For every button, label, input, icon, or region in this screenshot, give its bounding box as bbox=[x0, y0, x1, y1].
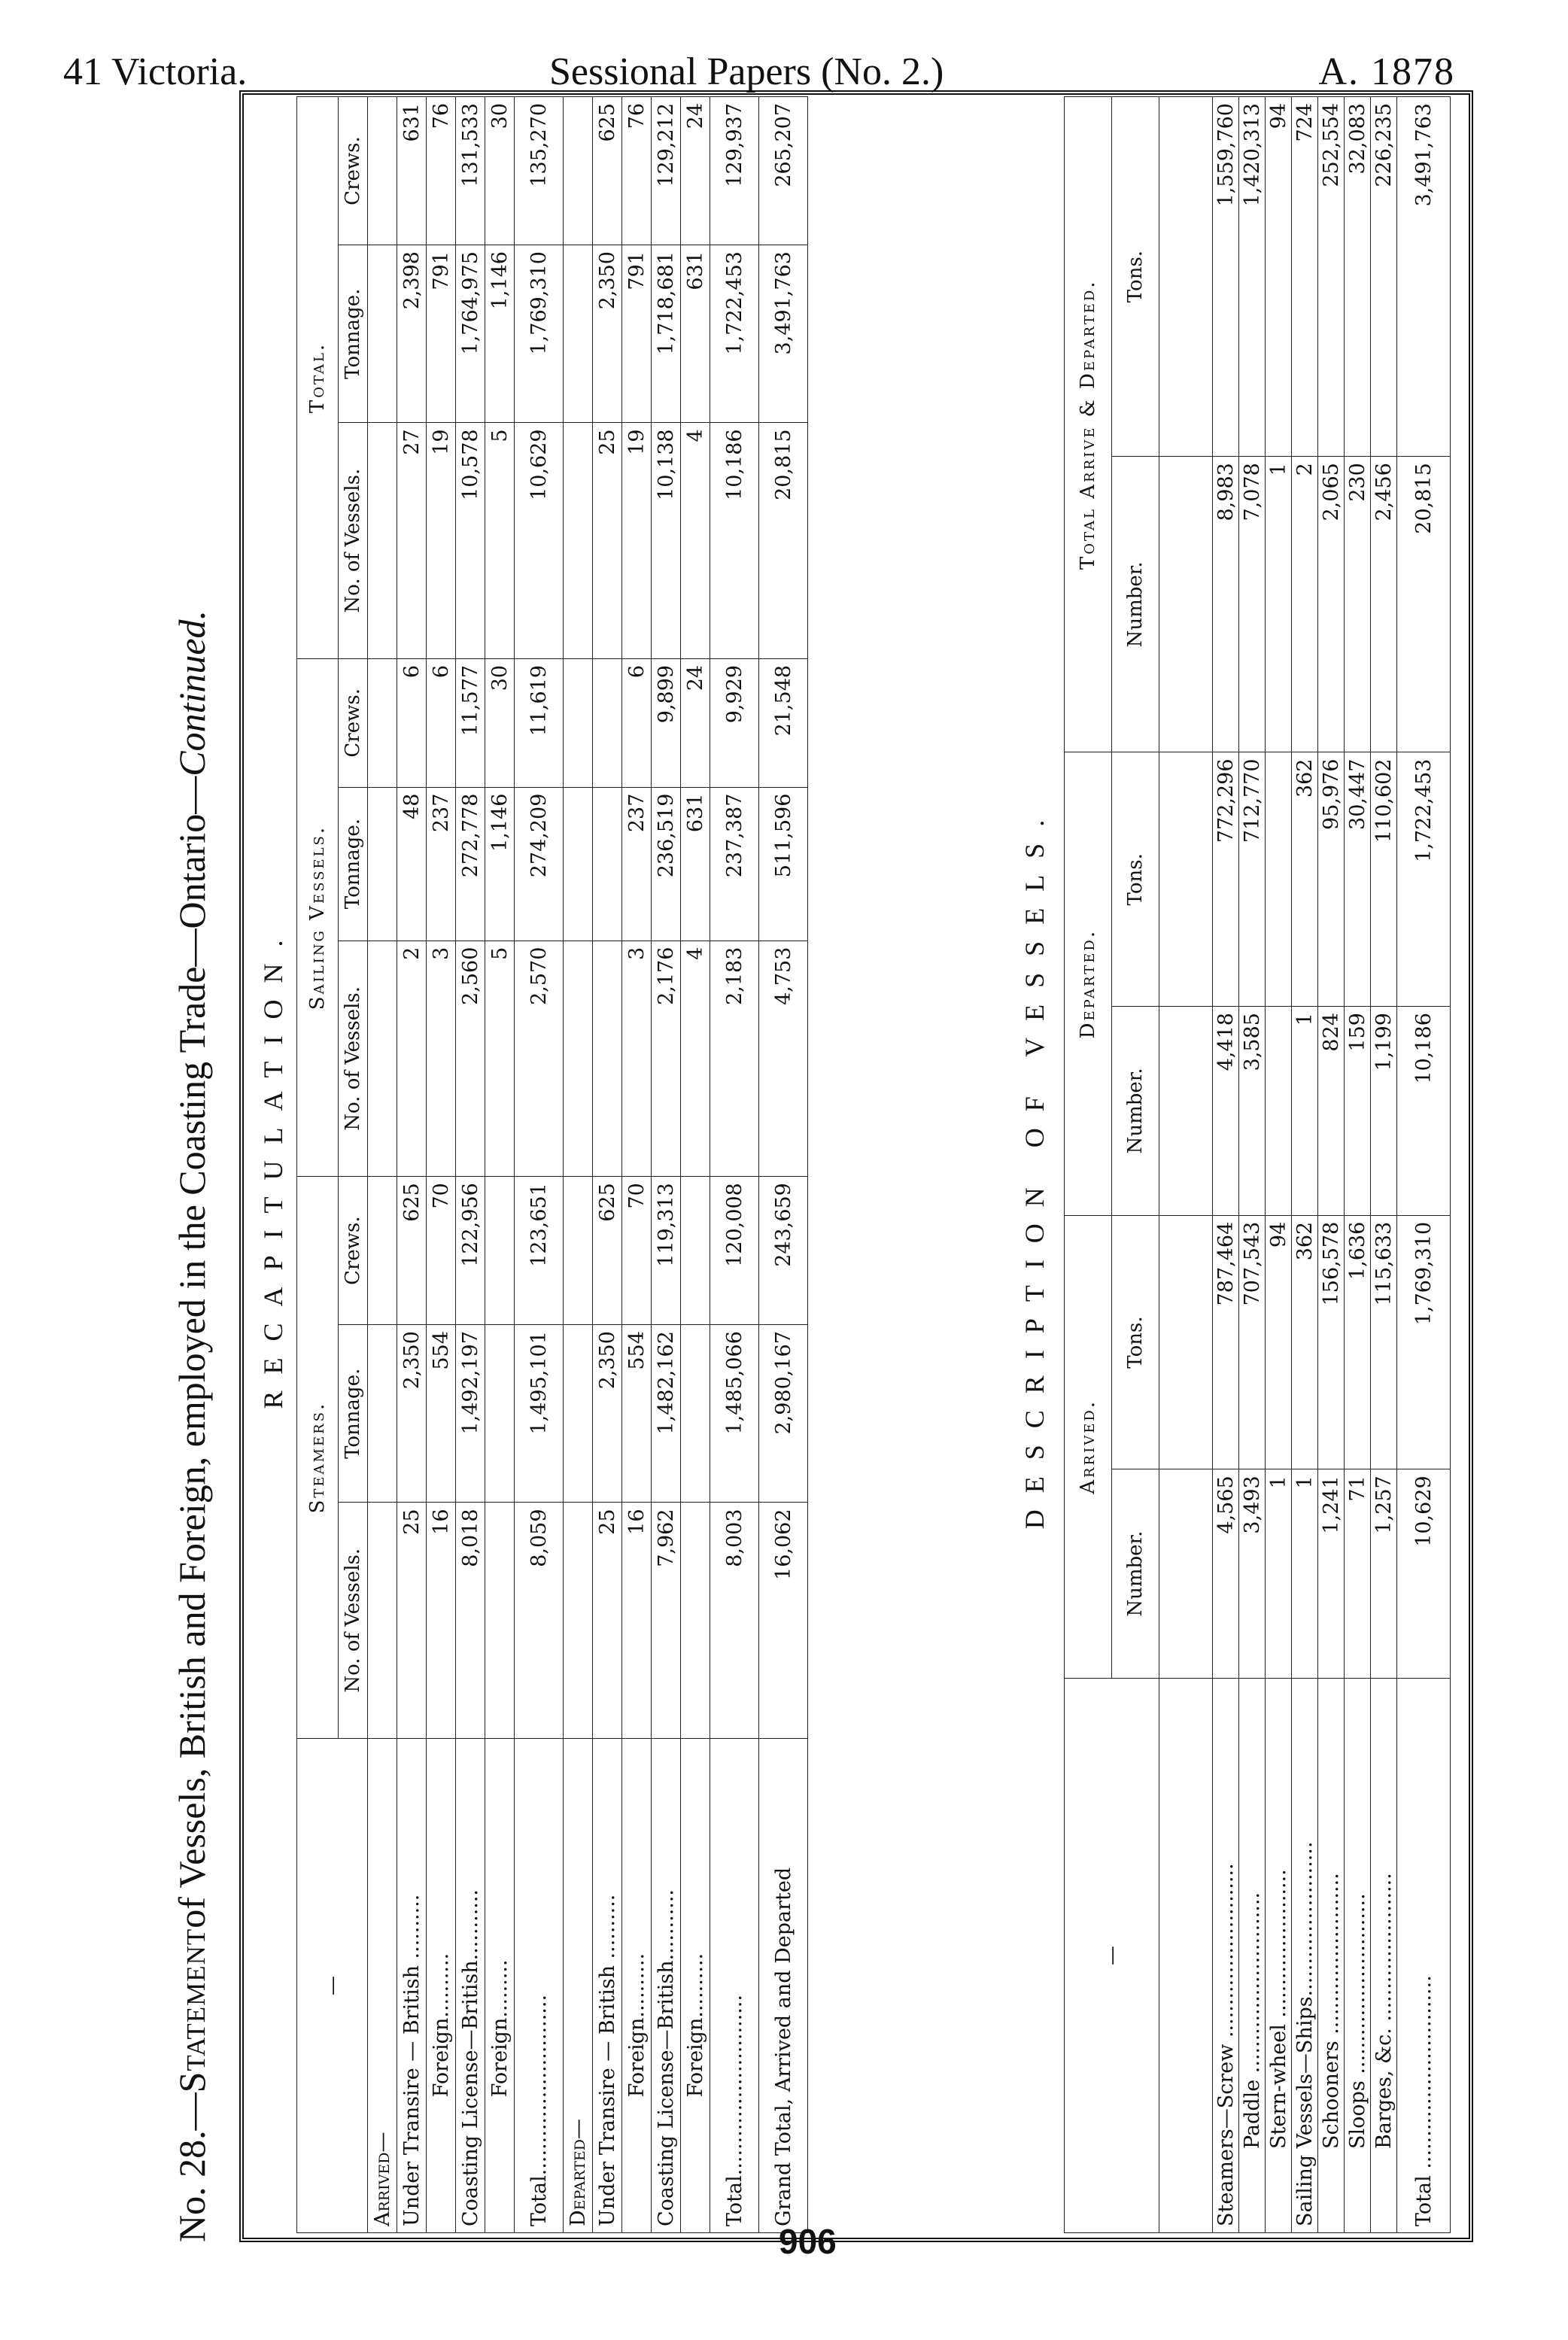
row-label: Barges, &c. ....................... bbox=[1371, 1679, 1397, 2233]
table-cell: 2,350 bbox=[593, 1325, 622, 1503]
table-cell: 20,815 bbox=[1397, 457, 1451, 752]
heading-text: of Vessels, British and Foreign, employed in the Coasting Trade—Ontario— bbox=[171, 776, 213, 1928]
table-cell: 625 bbox=[593, 1177, 622, 1325]
table-cell: 1,559,760 bbox=[1213, 97, 1239, 457]
table-cell bbox=[1266, 1007, 1292, 1216]
row-label: Foreign.......... bbox=[681, 1739, 710, 2233]
table-cell: 10,629 bbox=[515, 423, 564, 659]
col-tonnage: Tonnage. bbox=[339, 787, 368, 941]
table-cell: 2,980,167 bbox=[759, 1325, 808, 1503]
table-cell: 115,633 bbox=[1371, 1215, 1397, 1469]
table-cell: 129,212 bbox=[652, 97, 681, 245]
running-head-center: Sessional Papers (No. 2.) bbox=[549, 50, 944, 93]
col-number: Number. bbox=[1112, 457, 1159, 752]
spacer-row bbox=[1159, 97, 1213, 2233]
table-cell: 1,146 bbox=[485, 787, 515, 941]
group-sailing-vessels: Sailing Vessels. bbox=[297, 658, 339, 1176]
table-cell: 511,596 bbox=[759, 787, 808, 941]
table-cell: 8,059 bbox=[515, 1503, 564, 1739]
table-cell: 1,722,453 bbox=[710, 245, 759, 423]
table-cell: 631 bbox=[397, 97, 427, 245]
row-label: Schooners ......................... bbox=[1318, 1679, 1345, 2233]
table-row bbox=[456, 97, 485, 2233]
table-cell: 3 bbox=[427, 941, 456, 1177]
table-cell: 122,956 bbox=[456, 1177, 485, 1325]
table-row bbox=[593, 97, 622, 2233]
section-label-row bbox=[564, 97, 593, 2233]
table-cell: 71 bbox=[1345, 1469, 1371, 1679]
recap-departed-total bbox=[710, 97, 759, 2233]
group-departed: Departed. bbox=[1065, 752, 1112, 1215]
table-cell: 10,629 bbox=[1397, 1469, 1451, 1679]
table-cell: 3,493 bbox=[1239, 1469, 1266, 1679]
table-cell: 1 bbox=[1292, 1007, 1318, 1216]
table-cell: 1,722,453 bbox=[1397, 752, 1451, 1007]
table-cell: 135,270 bbox=[515, 97, 564, 245]
table-cell: 631 bbox=[681, 787, 710, 941]
table-cell: 1,769,310 bbox=[1397, 1215, 1451, 1469]
description-rows bbox=[1213, 97, 1451, 2233]
table-cell: 237,387 bbox=[710, 787, 759, 941]
table-cell: 5 bbox=[485, 941, 515, 1177]
arrived-label: Arrived— bbox=[368, 1739, 397, 2233]
recap-arrived-rows bbox=[397, 97, 515, 2233]
recap-arrived-total bbox=[515, 97, 564, 2233]
table-row bbox=[1292, 97, 1318, 2233]
table-cell: 76 bbox=[622, 97, 652, 245]
col-tons: Tons. bbox=[1112, 97, 1159, 457]
table-cell: 2,398 bbox=[397, 245, 427, 423]
table-cell: 272,778 bbox=[456, 787, 485, 941]
table-cell: 1,199 bbox=[1371, 1007, 1397, 1216]
table-cell: 70 bbox=[622, 1177, 652, 1325]
table-cell bbox=[485, 1325, 515, 1503]
total-row bbox=[710, 97, 759, 2233]
table-row bbox=[1266, 97, 1292, 2233]
table-cell: 226,235 bbox=[1371, 97, 1397, 457]
recap-departed-rows bbox=[593, 97, 710, 2233]
description-table bbox=[1064, 96, 1451, 2233]
table-cell: 20,815 bbox=[759, 423, 808, 659]
heading-prefix: No. 28.— bbox=[171, 2092, 213, 2242]
table-cell: 8,983 bbox=[1213, 457, 1239, 752]
table-cell: 94 bbox=[1266, 97, 1292, 457]
col-no-of-vessels: No. of Vessels. bbox=[339, 941, 368, 1177]
table-cell: 3,491,763 bbox=[1397, 97, 1451, 457]
table-cell: 1 bbox=[1266, 1469, 1292, 1679]
col-tonnage: Tonnage. bbox=[339, 245, 368, 423]
table-row bbox=[1371, 97, 1397, 2233]
table-cell: 16,062 bbox=[759, 1503, 808, 1739]
table-cell: 2,456 bbox=[1371, 457, 1397, 752]
table-cell: 1,769,310 bbox=[515, 245, 564, 423]
row-label: Foreign.......... bbox=[622, 1739, 652, 2233]
section-label-row bbox=[368, 97, 397, 2233]
row-label: Coasting License—British........... bbox=[456, 1739, 485, 2233]
table-cell: 2,176 bbox=[652, 941, 681, 1177]
table-cell: 11,619 bbox=[515, 658, 564, 787]
table-cell: 6 bbox=[397, 658, 427, 787]
table-cell: 1,764,975 bbox=[456, 245, 485, 423]
table-cell: 631 bbox=[681, 245, 710, 423]
table-row bbox=[485, 97, 515, 2233]
table-cell: 2,065 bbox=[1318, 457, 1345, 752]
table-cell: 1,636 bbox=[1345, 1215, 1371, 1469]
table-cell: 7,078 bbox=[1239, 457, 1266, 752]
recapitulation-heading: RECAPITULATION. bbox=[258, 923, 288, 1409]
col-crews: Crews. bbox=[339, 97, 368, 245]
table-cell: 1,257 bbox=[1371, 1469, 1397, 1679]
col-tons: Tons. bbox=[1112, 752, 1159, 1007]
table-cell: 707,543 bbox=[1239, 1215, 1266, 1469]
table-cell: 9,929 bbox=[710, 658, 759, 787]
table-cell: 625 bbox=[593, 97, 622, 245]
table-cell: 1,241 bbox=[1318, 1469, 1345, 1679]
recap-stub-head: — bbox=[297, 1739, 368, 2233]
row-label: Total............................ bbox=[515, 1739, 564, 2233]
table-cell: 94 bbox=[1266, 1215, 1292, 1469]
table-row bbox=[681, 97, 710, 2233]
table-cell: 2,350 bbox=[593, 245, 622, 423]
table-cell: 1,718,681 bbox=[652, 245, 681, 423]
running-head-left: 41 Victoria. bbox=[63, 50, 248, 93]
table-cell: 236,519 bbox=[652, 787, 681, 941]
table-cell: 4 bbox=[681, 423, 710, 659]
table-cell: 25 bbox=[593, 1503, 622, 1739]
table-cell: 252,554 bbox=[1318, 97, 1345, 457]
table-cell: 10,186 bbox=[710, 423, 759, 659]
table-cell: 123,651 bbox=[515, 1177, 564, 1325]
table-cell: 156,578 bbox=[1318, 1215, 1345, 1469]
recap-grand-total bbox=[759, 97, 808, 2233]
table-cell: 76 bbox=[427, 97, 456, 245]
table-cell bbox=[485, 1177, 515, 1325]
row-label: Foreign.......... bbox=[427, 1739, 456, 2233]
table-cell: 2,183 bbox=[710, 941, 759, 1177]
description-heading: DESCRIPTION OF VESSELS. bbox=[1020, 803, 1050, 1530]
table-cell: 554 bbox=[427, 1325, 456, 1503]
col-crews: Crews. bbox=[339, 658, 368, 787]
row-label: Grand Total, Arrived and Departed bbox=[759, 1739, 808, 2233]
table-row bbox=[1345, 97, 1371, 2233]
table-cell: 1,146 bbox=[485, 245, 515, 423]
row-label: Steamers—Screw ........................... bbox=[1213, 1679, 1239, 2233]
col-tons: Tons. bbox=[1112, 1215, 1159, 1469]
table-cell: 120,008 bbox=[710, 1177, 759, 1325]
table-cell: 1,492,197 bbox=[456, 1325, 485, 1503]
table-cell: 724 bbox=[1292, 97, 1318, 457]
table-cell: 30,447 bbox=[1345, 752, 1371, 1007]
table-cell bbox=[681, 1325, 710, 1503]
col-crews: Crews. bbox=[339, 1177, 368, 1325]
table-frame bbox=[239, 90, 1473, 2242]
table-cell: 362 bbox=[1292, 752, 1318, 1007]
total-row bbox=[1397, 97, 1451, 2233]
table-cell: 1,482,162 bbox=[652, 1325, 681, 1503]
col-number: Number. bbox=[1112, 1469, 1159, 1679]
table-cell: 787,464 bbox=[1213, 1215, 1239, 1469]
table-cell: 7,962 bbox=[652, 1503, 681, 1739]
table-cell: 16 bbox=[427, 1503, 456, 1739]
table-row bbox=[622, 97, 652, 2233]
row-label: Stern-wheel ....................... bbox=[1266, 1679, 1292, 2233]
row-label: Foreign......... bbox=[485, 1739, 515, 2233]
rotated-table-block bbox=[150, 75, 1475, 2257]
table-cell: 712,770 bbox=[1239, 752, 1266, 1007]
row-label: Total............................ bbox=[710, 1739, 759, 2233]
col-number: Number. bbox=[1112, 1007, 1159, 1216]
table-cell: 110,602 bbox=[1371, 752, 1397, 1007]
table-cell bbox=[1266, 752, 1292, 1007]
table-cell: 265,207 bbox=[759, 97, 808, 245]
group-arrived: Arrived. bbox=[1065, 1215, 1112, 1678]
table-cell: 32,083 bbox=[1345, 97, 1371, 457]
table-cell: 6 bbox=[622, 658, 652, 787]
table-cell: 6 bbox=[427, 658, 456, 787]
table-cell: 95,976 bbox=[1318, 752, 1345, 1007]
col-no-of-vessels: No. of Vessels. bbox=[339, 1503, 368, 1739]
table-cell: 4,753 bbox=[759, 941, 808, 1177]
table-cell: 8,018 bbox=[456, 1503, 485, 1739]
table-cell: 362 bbox=[1292, 1215, 1318, 1469]
total-row bbox=[759, 97, 808, 2233]
table-cell: 1,420,313 bbox=[1239, 97, 1266, 457]
table-cell: 791 bbox=[622, 245, 652, 423]
desc-stub-head: — bbox=[1065, 1679, 1159, 2233]
table-cell: 1 bbox=[1266, 457, 1292, 752]
table-row bbox=[427, 97, 456, 2233]
table-cell: 791 bbox=[427, 245, 456, 423]
table-cell: 4 bbox=[681, 941, 710, 1177]
table-cell: 70 bbox=[427, 1177, 456, 1325]
table-cell: 2,560 bbox=[456, 941, 485, 1177]
row-label: Paddle ............................ bbox=[1239, 1679, 1266, 2233]
table-cell: 237 bbox=[427, 787, 456, 941]
table-cell: 274,209 bbox=[515, 787, 564, 941]
table-row bbox=[1318, 97, 1345, 2233]
table-cell: 10,138 bbox=[652, 423, 681, 659]
table-heading bbox=[150, 75, 233, 2257]
table-cell: 27 bbox=[397, 423, 427, 659]
group-steamers: Steamers. bbox=[297, 1177, 339, 1739]
table-cell bbox=[593, 787, 622, 941]
table-cell: 237 bbox=[622, 787, 652, 941]
table-cell: 1,495,101 bbox=[515, 1325, 564, 1503]
heading-statement: Statement bbox=[171, 1928, 213, 2093]
row-label: Sailing Vessels—Ships........................ bbox=[1292, 1679, 1318, 2233]
table-cell: 48 bbox=[397, 787, 427, 941]
table-cell bbox=[485, 1503, 515, 1739]
table-row bbox=[1239, 97, 1266, 2233]
table-cell: 1 bbox=[1292, 1469, 1318, 1679]
row-label: Sloops ............................ bbox=[1345, 1679, 1371, 2233]
table-row bbox=[652, 97, 681, 2233]
table-cell: 159 bbox=[1345, 1007, 1371, 1216]
table-cell: 24 bbox=[681, 97, 710, 245]
table-cell: 16 bbox=[622, 1503, 652, 1739]
table-cell: 10,578 bbox=[456, 423, 485, 659]
heading-continued: Continued. bbox=[171, 609, 213, 776]
table-cell: 24 bbox=[681, 658, 710, 787]
table-cell: 824 bbox=[1318, 1007, 1345, 1216]
row-label: Under Transire — British .......... bbox=[397, 1739, 427, 2233]
row-label: Total .............................. bbox=[1397, 1679, 1451, 2233]
col-tonnage: Tonnage. bbox=[339, 1325, 368, 1503]
table-cell: 19 bbox=[622, 423, 652, 659]
table-cell: 2,570 bbox=[515, 941, 564, 1177]
table-row bbox=[397, 97, 427, 2233]
table-cell: 25 bbox=[397, 1503, 427, 1739]
recapitulation-table bbox=[296, 96, 808, 2233]
table-cell: 554 bbox=[622, 1325, 652, 1503]
table-cell: 230 bbox=[1345, 457, 1371, 752]
table-cell bbox=[681, 1177, 710, 1325]
group-total-arrived-departed: Total Arrive & Departed. bbox=[1065, 97, 1112, 753]
table-cell: 21,548 bbox=[759, 658, 808, 787]
table-cell: 30 bbox=[485, 97, 515, 245]
table-cell: 772,296 bbox=[1213, 752, 1239, 1007]
table-cell: 10,186 bbox=[1397, 1007, 1451, 1216]
table-cell: 5 bbox=[485, 423, 515, 659]
table-cell: 9,899 bbox=[652, 658, 681, 787]
table-cell: 8,003 bbox=[710, 1503, 759, 1739]
col-no-of-vessels: No. of Vessels. bbox=[339, 423, 368, 659]
table-cell: 1,485,066 bbox=[710, 1325, 759, 1503]
table-cell: 3,585 bbox=[1239, 1007, 1266, 1216]
table-cell: 625 bbox=[397, 1177, 427, 1325]
table-cell: 131,533 bbox=[456, 97, 485, 245]
table-cell bbox=[593, 658, 622, 787]
table-cell: 2,350 bbox=[397, 1325, 427, 1503]
table-cell: 19 bbox=[427, 423, 456, 659]
running-head-right: A. 1878 bbox=[1318, 50, 1455, 93]
table-cell: 4,565 bbox=[1213, 1469, 1239, 1679]
group-total: Total. bbox=[297, 97, 339, 659]
table-cell: 129,937 bbox=[710, 97, 759, 245]
table-cell: 25 bbox=[593, 423, 622, 659]
total-row bbox=[515, 97, 564, 2233]
table-cell: 30 bbox=[485, 658, 515, 787]
table-cell: 119,313 bbox=[652, 1177, 681, 1325]
table-cell: 3 bbox=[622, 941, 652, 1177]
table-cell: 11,577 bbox=[456, 658, 485, 787]
table-cell: 243,659 bbox=[759, 1177, 808, 1325]
table-cell: 2 bbox=[397, 941, 427, 1177]
table-cell: 2 bbox=[1292, 457, 1318, 752]
table-cell: 4,418 bbox=[1213, 1007, 1239, 1216]
departed-label: Departed— bbox=[564, 1739, 593, 2233]
row-label: Coasting License—British........... bbox=[652, 1739, 681, 2233]
table-cell bbox=[681, 1503, 710, 1739]
table-row bbox=[1213, 97, 1239, 2233]
page-number: 906 bbox=[779, 2222, 837, 2261]
row-label: Under Transire — British .......... bbox=[593, 1739, 622, 2233]
table-cell: 3,491,763 bbox=[759, 245, 808, 423]
table-cell bbox=[593, 941, 622, 1177]
